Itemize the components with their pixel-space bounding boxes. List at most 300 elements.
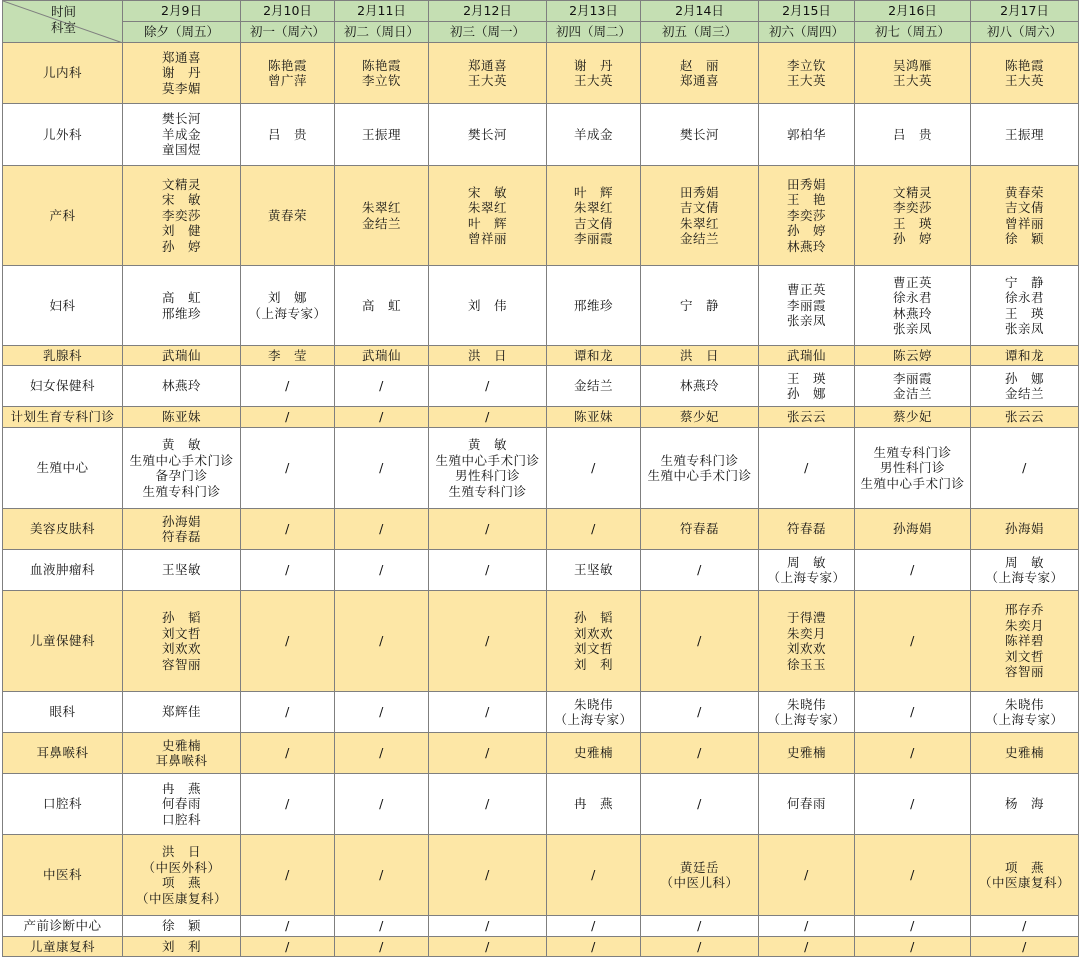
duty-cell	[641, 428, 759, 509]
day-label-header: 初六（周四）	[759, 22, 855, 43]
duty-cell	[641, 550, 759, 591]
schedule-row	[3, 591, 1079, 692]
duty-cell	[241, 407, 335, 428]
duty-cell	[855, 509, 971, 550]
duty-cell-text: /	[697, 745, 702, 761]
duty-cell	[335, 916, 429, 937]
duty-cell	[335, 774, 429, 835]
duty-cell	[241, 774, 335, 835]
duty-cell	[971, 407, 1079, 428]
date-header: 2月12日	[429, 1, 547, 22]
duty-cell-text: /	[804, 938, 809, 954]
duty-cell-text: 郑辉佳	[161, 704, 201, 720]
duty-cell-text: 陈亚妹	[573, 409, 613, 425]
duty-cell-text: /	[379, 745, 384, 761]
department-name: 乳腺科	[3, 346, 123, 366]
duty-cell	[335, 692, 429, 733]
duty-cell	[241, 509, 335, 550]
duty-cell-text: 曹正英 李丽霞 张亲凤	[786, 282, 826, 329]
duty-cell	[241, 550, 335, 591]
duty-cell	[855, 692, 971, 733]
duty-cell	[759, 346, 855, 366]
duty-cell-text: /	[485, 521, 490, 537]
duty-cell	[123, 266, 241, 346]
duty-cell-text: 黄春荣 吉文倩 曾祥丽 徐 颖	[1004, 184, 1044, 246]
department-name: 耳鼻喉科	[3, 733, 123, 774]
duty-cell	[123, 591, 241, 692]
header-date-row	[3, 1, 1079, 22]
schedule-row	[3, 937, 1079, 957]
duty-cell-text: 洪 日 （中医外科） 项 燕 （中医康复科）	[135, 844, 227, 906]
duty-cell-text: 王振理	[1004, 126, 1044, 142]
duty-cell-text: 黄 敏 生殖中心手术门诊 男性科门诊 生殖专科门诊	[435, 437, 540, 499]
header-day-row	[3, 22, 1079, 43]
duty-cell	[971, 692, 1079, 733]
duty-cell-text: 洪 日	[679, 347, 719, 363]
duty-cell-text: 张云云	[1004, 409, 1044, 425]
duty-cell-text: /	[910, 938, 915, 954]
duty-cell-text: /	[591, 521, 596, 537]
duty-cell	[855, 835, 971, 916]
duty-cell	[641, 733, 759, 774]
duty-cell-text: 史雅楠	[1004, 745, 1044, 761]
duty-cell	[123, 733, 241, 774]
department-name: 产前诊断中心	[3, 916, 123, 937]
day-label-header: 初四（周二）	[547, 22, 641, 43]
duty-cell	[547, 166, 641, 266]
duty-cell	[123, 366, 241, 407]
duty-cell	[547, 509, 641, 550]
duty-cell	[547, 692, 641, 733]
duty-cell-text: 孙海娟 符春磊	[161, 513, 201, 544]
duty-cell-text: 黄廷岳 （中医儿科）	[660, 859, 739, 890]
duty-cell-text: 黄春荣	[267, 207, 307, 223]
duty-cell-text: /	[285, 633, 290, 649]
duty-cell-text: 孙 韬 刘文哲 刘欢欢 容智丽	[161, 610, 201, 672]
duty-cell	[971, 591, 1079, 692]
duty-cell	[123, 407, 241, 428]
duty-cell-text: /	[697, 938, 702, 954]
duty-cell	[123, 692, 241, 733]
duty-cell	[429, 366, 547, 407]
day-label-header: 初七（周五）	[855, 22, 971, 43]
duty-cell	[641, 43, 759, 104]
duty-cell	[123, 43, 241, 104]
duty-cell	[547, 346, 641, 366]
duty-cell-text: /	[379, 938, 384, 954]
duty-cell	[855, 733, 971, 774]
duty-cell	[855, 937, 971, 957]
date-header: 2月11日	[335, 1, 429, 22]
duty-cell	[429, 43, 547, 104]
duty-cell	[971, 366, 1079, 407]
duty-cell-text: /	[485, 745, 490, 761]
duty-cell-text: /	[485, 704, 490, 720]
duty-cell-text: /	[910, 796, 915, 812]
duty-cell	[429, 407, 547, 428]
duty-cell	[641, 591, 759, 692]
duty-cell	[429, 774, 547, 835]
duty-cell-text: 生殖专科门诊 生殖中心手术门诊	[647, 452, 752, 483]
duty-cell	[123, 428, 241, 509]
duty-cell	[855, 428, 971, 509]
date-header: 2月9日	[123, 1, 241, 22]
duty-cell	[123, 550, 241, 591]
duty-cell	[971, 104, 1079, 166]
duty-cell	[759, 550, 855, 591]
duty-cell-text: 刘 利	[161, 938, 201, 954]
duty-cell	[429, 591, 547, 692]
duty-cell	[547, 550, 641, 591]
schedule-body	[3, 43, 1079, 957]
duty-cell-text: 王坚敏	[573, 562, 613, 578]
department-name: 计划生育专科门诊	[3, 407, 123, 428]
corner-dept-label: 科室	[51, 20, 77, 35]
duty-cell-text: /	[591, 460, 596, 476]
duty-cell-text: /	[804, 867, 809, 883]
duty-cell	[641, 509, 759, 550]
duty-cell	[641, 774, 759, 835]
duty-cell	[123, 937, 241, 957]
duty-cell-text: 项 燕 （中医康复科）	[978, 859, 1070, 890]
schedule-row	[3, 407, 1079, 428]
duty-cell-text: 黄 敏 生殖中心手术门诊 备孕门诊 生殖专科门诊	[129, 437, 234, 499]
duty-cell	[429, 509, 547, 550]
duty-cell-text: /	[285, 409, 290, 425]
duty-cell-text: 武瑞仙	[161, 347, 201, 363]
schedule-row	[3, 835, 1079, 916]
duty-cell-text: /	[379, 633, 384, 649]
duty-cell-text: 孙 韬 刘欢欢 刘文哲 刘 利	[573, 610, 613, 672]
duty-cell-text: 曹正英 徐永君 林燕玲 张亲凤	[892, 274, 932, 336]
duty-cell-text: /	[285, 796, 290, 812]
duty-cell	[641, 916, 759, 937]
duty-cell	[641, 835, 759, 916]
duty-cell	[855, 591, 971, 692]
duty-cell	[123, 916, 241, 937]
duty-cell-text: /	[1022, 938, 1027, 954]
duty-cell	[547, 835, 641, 916]
date-header: 2月14日	[641, 1, 759, 22]
department-name: 儿童保健科	[3, 591, 123, 692]
duty-cell-text: /	[910, 918, 915, 934]
duty-cell	[759, 428, 855, 509]
duty-cell	[759, 166, 855, 266]
duty-cell-text: 羊成金	[573, 126, 613, 142]
duty-cell	[335, 937, 429, 957]
duty-cell-text: /	[804, 460, 809, 476]
duty-cell	[335, 835, 429, 916]
duty-cell	[335, 43, 429, 104]
duty-cell	[759, 916, 855, 937]
duty-cell	[241, 835, 335, 916]
department-name: 儿外科	[3, 104, 123, 166]
duty-cell-text: 朱晓伟 （上海专家）	[767, 696, 846, 727]
duty-cell	[335, 366, 429, 407]
duty-cell-text: 叶 辉 朱翠红 吉文倩 李丽霞	[573, 184, 613, 246]
duty-cell	[641, 692, 759, 733]
duty-cell-text: 史雅楠	[786, 745, 826, 761]
duty-cell	[759, 774, 855, 835]
duty-cell	[335, 266, 429, 346]
duty-cell	[855, 346, 971, 366]
duty-cell	[241, 166, 335, 266]
duty-cell-text: /	[379, 562, 384, 578]
schedule-row	[3, 733, 1079, 774]
duty-cell-text: /	[591, 938, 596, 954]
duty-cell-text: 朱晓伟 （上海专家）	[985, 696, 1064, 727]
duty-cell-text: 林燕玲	[679, 378, 719, 394]
duty-cell-text: /	[697, 704, 702, 720]
department-name: 血液肿瘤科	[3, 550, 123, 591]
duty-cell	[429, 346, 547, 366]
duty-cell-text: /	[485, 938, 490, 954]
duty-cell	[429, 104, 547, 166]
schedule-row	[3, 346, 1079, 366]
duty-cell-text: /	[591, 918, 596, 934]
duty-cell-text: /	[285, 745, 290, 761]
duty-cell	[759, 407, 855, 428]
duty-cell-text: 孙海娟	[892, 521, 932, 537]
duty-cell-text: 樊长河 羊成金 童国煜	[161, 111, 201, 158]
duty-cell	[429, 266, 547, 346]
duty-cell	[759, 733, 855, 774]
duty-cell-text: /	[910, 704, 915, 720]
duty-cell	[429, 733, 547, 774]
duty-cell-text: /	[379, 704, 384, 720]
duty-cell	[429, 428, 547, 509]
duty-cell-text: /	[379, 918, 384, 934]
duty-cell-text: /	[379, 867, 384, 883]
department-name: 儿童康复科	[3, 937, 123, 957]
schedule-row	[3, 550, 1079, 591]
duty-cell-text: /	[285, 867, 290, 883]
duty-cell	[429, 916, 547, 937]
duty-cell-text: /	[697, 796, 702, 812]
duty-cell	[641, 266, 759, 346]
corner-time-label: 时间	[51, 4, 77, 19]
duty-cell	[759, 43, 855, 104]
corner-header-cell	[3, 1, 123, 43]
duty-cell	[547, 937, 641, 957]
duty-cell	[855, 266, 971, 346]
day-label-header: 初二（周日）	[335, 22, 429, 43]
duty-cell	[123, 835, 241, 916]
duty-cell	[335, 509, 429, 550]
duty-cell	[123, 774, 241, 835]
duty-cell	[759, 366, 855, 407]
duty-cell	[971, 346, 1079, 366]
date-header: 2月10日	[241, 1, 335, 22]
duty-cell	[241, 916, 335, 937]
duty-cell	[855, 407, 971, 428]
duty-cell-text: 陈云婷	[892, 347, 932, 363]
department-name: 眼科	[3, 692, 123, 733]
duty-cell-text: 陈亚妹	[161, 409, 201, 425]
duty-cell-text: 刘 娜 （上海专家）	[248, 290, 327, 321]
duty-cell-text: 谢 丹 王大英	[573, 57, 613, 88]
day-label-header: 初一（周六）	[241, 22, 335, 43]
duty-cell-text: 文精灵 李奕莎 王 瑛 孙 婷	[892, 184, 932, 246]
duty-cell	[335, 166, 429, 266]
schedule-row	[3, 266, 1079, 346]
duty-schedule-table	[2, 0, 1079, 957]
day-label-header: 除夕（周五）	[123, 22, 241, 43]
duty-cell	[641, 166, 759, 266]
duty-cell	[971, 428, 1079, 509]
duty-cell-text: 蔡少妃	[679, 409, 719, 425]
duty-cell-text: /	[285, 562, 290, 578]
duty-cell-text: 周 敏 （上海专家）	[985, 554, 1064, 585]
date-header: 2月17日	[971, 1, 1079, 22]
duty-cell-text: /	[910, 633, 915, 649]
duty-cell-text: 孙 娜 金结兰	[1004, 370, 1044, 401]
duty-cell-text: 陈艳霞 王大英	[1004, 57, 1044, 88]
duty-cell	[335, 550, 429, 591]
duty-cell	[855, 916, 971, 937]
duty-cell-text: 刘 伟	[467, 297, 507, 313]
duty-cell	[241, 346, 335, 366]
day-label-header: 初五（周三）	[641, 22, 759, 43]
duty-cell	[759, 835, 855, 916]
department-name: 妇女保健科	[3, 366, 123, 407]
duty-cell-text: /	[379, 409, 384, 425]
duty-cell-text: 杨 海	[1004, 796, 1044, 812]
duty-cell-text: 吴鸿雁 王大英	[892, 57, 932, 88]
duty-cell	[855, 550, 971, 591]
duty-cell-text: 邢维珍	[573, 297, 613, 313]
duty-cell-text: 高 虹	[361, 297, 401, 313]
duty-cell-text: 生殖专科门诊 男性科门诊 生殖中心手术门诊	[860, 444, 965, 491]
schedule-row	[3, 692, 1079, 733]
duty-cell-text: 冉 燕 何春雨 口腔科	[161, 780, 201, 827]
schedule-row	[3, 43, 1079, 104]
duty-cell-text: /	[1022, 460, 1027, 476]
duty-cell	[971, 550, 1079, 591]
day-label-header: 初八（周六）	[971, 22, 1079, 43]
duty-cell-text: 王 瑛 孙 娜	[786, 370, 826, 401]
duty-cell	[429, 166, 547, 266]
duty-cell-text: 宁 静 徐永君 王 瑛 张亲凤	[1004, 274, 1044, 336]
duty-cell	[641, 366, 759, 407]
duty-cell	[547, 104, 641, 166]
duty-cell	[335, 428, 429, 509]
duty-cell	[241, 366, 335, 407]
duty-cell	[123, 104, 241, 166]
duty-cell	[241, 937, 335, 957]
duty-cell-text: 武瑞仙	[786, 347, 826, 363]
duty-cell	[429, 692, 547, 733]
duty-cell-text: /	[697, 633, 702, 649]
duty-cell	[241, 591, 335, 692]
duty-cell-text: 吕 贵	[892, 126, 932, 142]
duty-cell	[971, 166, 1079, 266]
date-header: 2月13日	[547, 1, 641, 22]
duty-cell-text: /	[485, 796, 490, 812]
duty-cell	[547, 407, 641, 428]
duty-cell	[241, 692, 335, 733]
duty-cell-text: /	[591, 867, 596, 883]
duty-cell-text: 徐 颖	[161, 918, 201, 934]
duty-cell	[335, 346, 429, 366]
duty-cell-text: 周 敏 （上海专家）	[767, 554, 846, 585]
duty-cell	[855, 774, 971, 835]
duty-cell	[335, 104, 429, 166]
duty-cell	[241, 104, 335, 166]
duty-cell-text: 宋 敏 朱翠红 叶 辉 曾祥丽	[467, 184, 507, 246]
duty-cell-text: /	[285, 704, 290, 720]
duty-cell-text: 李丽霞 金洁兰	[892, 370, 932, 401]
duty-cell-text: 田秀娟 王 艳 李奕莎 孙 婷 林燕玲	[786, 176, 826, 254]
duty-cell	[759, 266, 855, 346]
duty-cell-text: 樊长河	[679, 126, 719, 142]
duty-cell-text: 张云云	[786, 409, 826, 425]
duty-cell-text: 李立钦 王大英	[786, 57, 826, 88]
duty-cell	[759, 591, 855, 692]
duty-cell	[971, 266, 1079, 346]
duty-cell-text: 宁 静	[679, 297, 719, 313]
duty-cell	[429, 937, 547, 957]
date-header: 2月15日	[759, 1, 855, 22]
duty-cell-text: 田秀娟 吉文倩 朱翠红 金结兰	[679, 184, 719, 246]
schedule-row	[3, 166, 1079, 266]
duty-cell-text: 郑通喜 王大英	[467, 57, 507, 88]
duty-cell-text: 谭和龙	[573, 347, 613, 363]
duty-cell	[547, 591, 641, 692]
duty-cell-text: 史雅楠	[573, 745, 613, 761]
duty-cell	[759, 509, 855, 550]
duty-cell	[971, 733, 1079, 774]
duty-cell	[241, 43, 335, 104]
duty-cell-text: 郑通喜 谢 丹 莫李媚	[161, 49, 201, 96]
duty-cell-text: /	[485, 378, 490, 394]
duty-cell-text: /	[379, 460, 384, 476]
duty-cell-text: /	[379, 521, 384, 537]
duty-cell-text: /	[285, 378, 290, 394]
duty-cell-text: /	[910, 562, 915, 578]
duty-cell	[547, 266, 641, 346]
duty-cell-text: /	[285, 918, 290, 934]
duty-cell	[855, 366, 971, 407]
duty-cell	[759, 692, 855, 733]
duty-cell-text: /	[1022, 918, 1027, 934]
department-name: 儿内科	[3, 43, 123, 104]
schedule-row	[3, 104, 1079, 166]
duty-cell	[335, 591, 429, 692]
schedule-row	[3, 509, 1079, 550]
duty-cell	[855, 166, 971, 266]
duty-cell-text: 符春磊	[679, 521, 719, 537]
department-name: 生殖中心	[3, 428, 123, 509]
duty-cell	[547, 733, 641, 774]
duty-cell-text: 冉 燕	[573, 796, 613, 812]
duty-cell-text: /	[697, 918, 702, 934]
duty-cell-text: 赵 丽 郑通喜	[679, 57, 719, 88]
duty-cell	[547, 428, 641, 509]
schedule-row	[3, 916, 1079, 937]
date-header: 2月16日	[855, 1, 971, 22]
duty-cell-text: /	[285, 460, 290, 476]
duty-cell	[971, 916, 1079, 937]
duty-cell	[123, 509, 241, 550]
duty-cell-text: /	[485, 918, 490, 934]
duty-cell-text: 文精灵 宋 敏 李奕莎 刘 健 孙 婷	[161, 176, 201, 254]
duty-cell-text: 史雅楠 耳鼻喉科	[155, 737, 208, 768]
duty-cell-text: /	[285, 938, 290, 954]
duty-cell-text: 谭和龙	[1004, 347, 1044, 363]
duty-cell-text: 邢存乔 朱奕月 陈祥碧 刘文哲 容智丽	[1004, 602, 1044, 680]
duty-cell	[759, 937, 855, 957]
